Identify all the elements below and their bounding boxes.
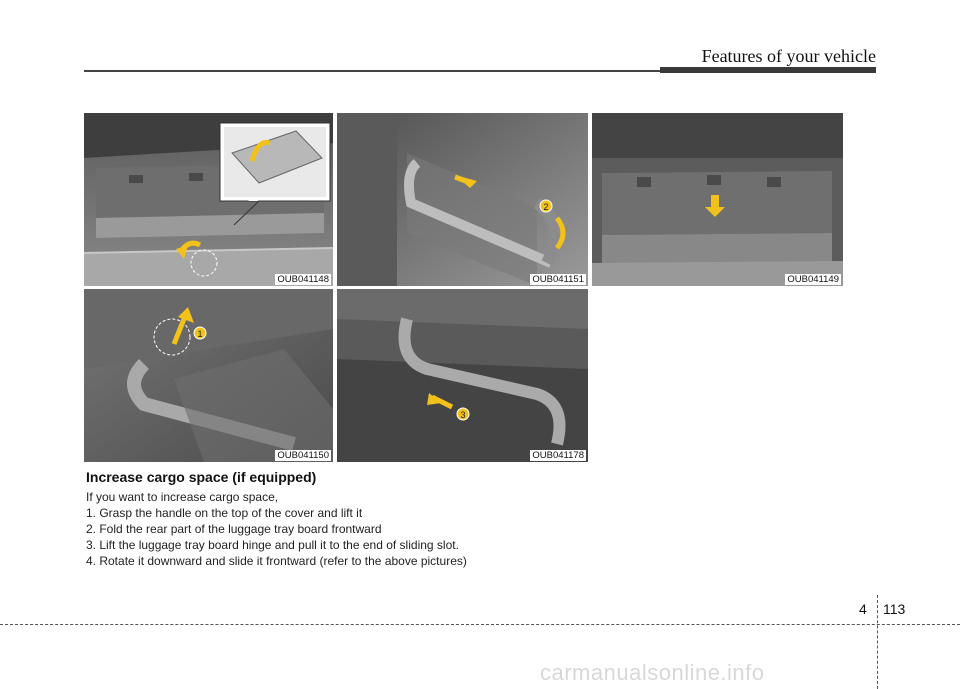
figure-oub041178: [337, 289, 588, 462]
page-number: 113: [883, 601, 906, 617]
figure-code: OUB041178: [532, 450, 584, 461]
figure-oub041148: [84, 113, 333, 286]
footer-divider: [877, 595, 878, 689]
figure-oub041150: [84, 289, 333, 462]
chapter-number: 4: [859, 601, 867, 617]
cargo-cover-photo: [84, 113, 333, 286]
footer-rule: [0, 624, 960, 625]
track-slide-photo: [337, 289, 588, 462]
callout-3-label: 3: [460, 410, 466, 420]
section-title: Increase cargo space (if equipped): [86, 469, 317, 485]
instruction-step-4: 4. Rotate it downward and slide it frontward (refer to the above pictures): [86, 554, 467, 568]
handle-hinge-photo: [84, 289, 333, 462]
figure-code: OUB041149: [787, 274, 839, 285]
instruction-step-2: 2. Fold the rear part of the luggage tray board frontward: [86, 522, 382, 536]
instruction-intro: If you want to increase cargo space,: [86, 490, 279, 504]
section-header-title: Features of your vehicle: [701, 46, 876, 66]
figure-code: OUB041150: [277, 450, 329, 461]
instruction-step-1: 1. Grasp the handle on the top of the cover and lift it: [86, 506, 363, 520]
callout-1-label: 1: [197, 329, 203, 339]
figure-code: OUB041151: [532, 274, 584, 285]
instruction-step-3: 3. Lift the luggage tray board hinge and pull it to the end of sliding slot.: [86, 538, 459, 552]
tray-hinge-photo: [337, 113, 588, 286]
tray-down-photo: [592, 113, 843, 286]
watermark: carmanualsonline.info: [540, 660, 765, 685]
callout-2-label: 2: [543, 202, 549, 212]
header-rule-accent: [660, 67, 876, 73]
instructions: [86, 489, 467, 569]
figure-oub041149: [592, 113, 843, 286]
figure-code: OUB041148: [277, 274, 329, 285]
figure-oub041151: [337, 113, 588, 286]
